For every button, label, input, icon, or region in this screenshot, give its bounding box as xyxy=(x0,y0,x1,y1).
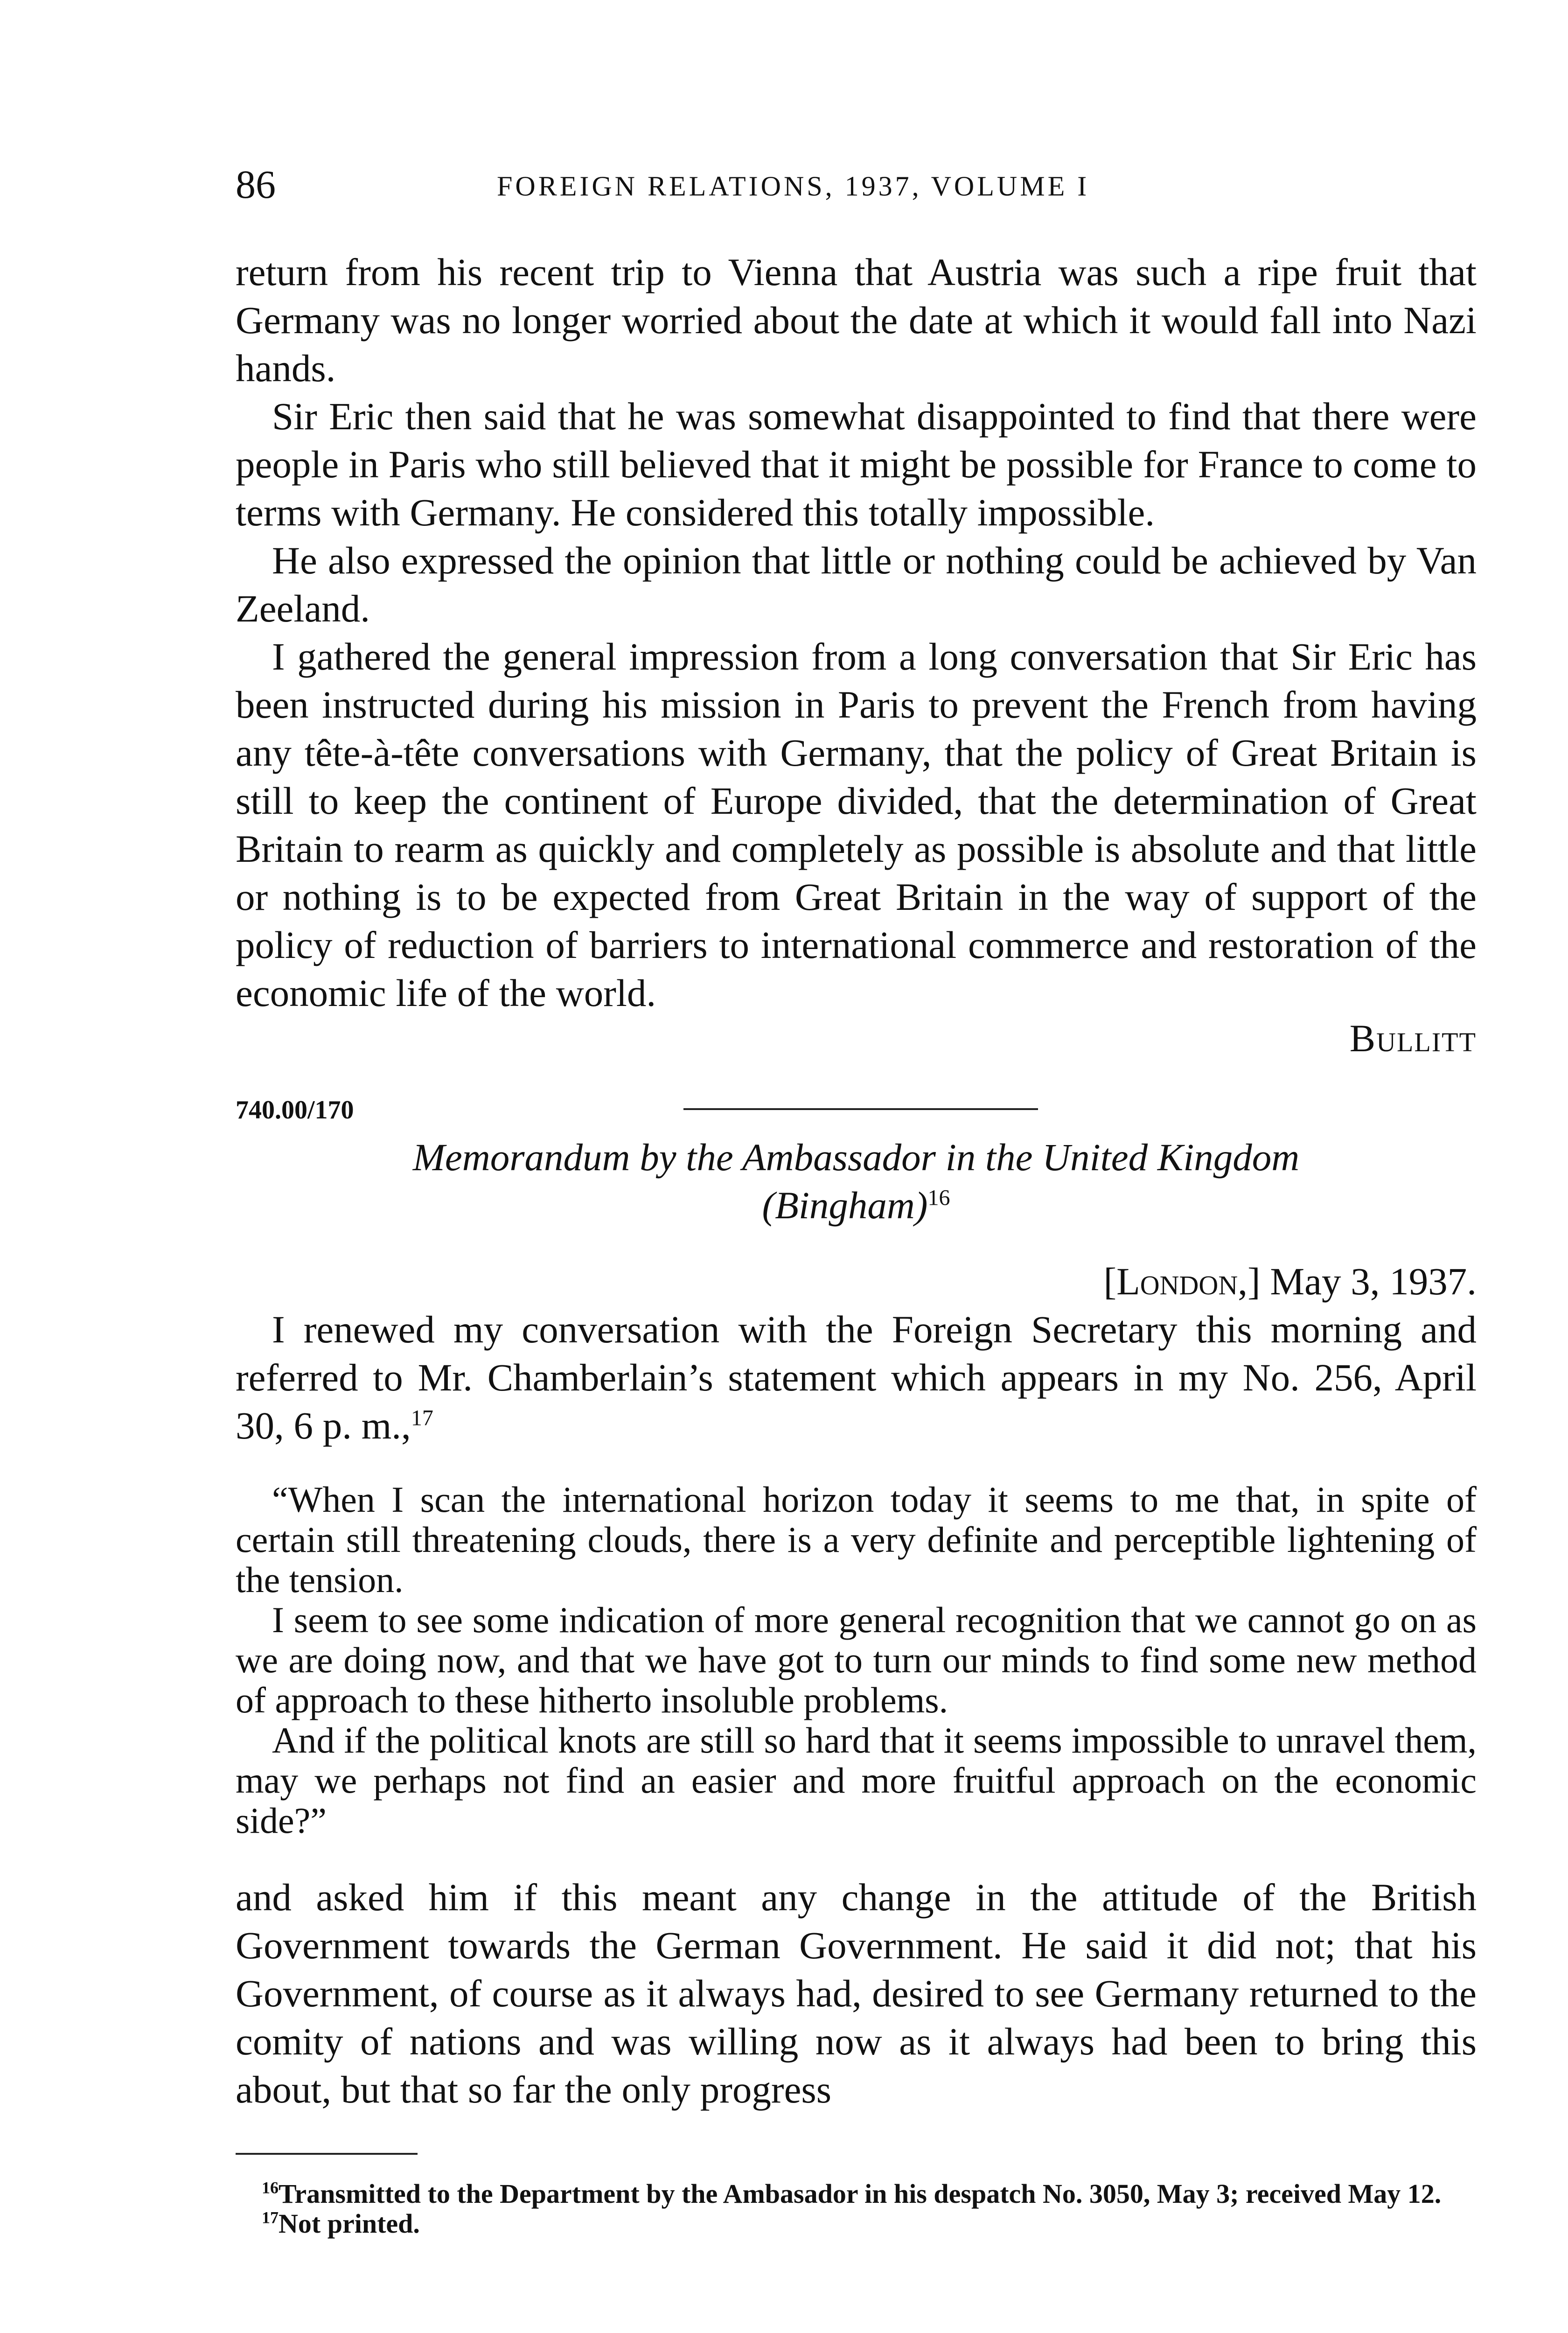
memo-text xyxy=(236,1306,1477,1450)
memo-text-continued xyxy=(236,1873,1477,2114)
memo-paragraph-2: and asked him if this meant any change in the attitude of the British Government towards the German Government. He said it did not; that his Government, of course as it always had, desired to see Germany returned to the comity of nations and was willing now as it always had been to bring this about, but that so far the only progress xyxy=(236,1876,1477,2111)
footnote-ref-16: 16 xyxy=(927,1185,950,1210)
footnote-16 xyxy=(236,2179,1477,2209)
quotation xyxy=(236,1480,1477,1841)
footnote-17 xyxy=(236,2209,1477,2239)
footnote-16-text: Transmitted to the Department by the Ambasador in his despatch No. 3050, May 3; received May 12. xyxy=(279,2179,1442,2209)
memo-title-line-2 xyxy=(236,1181,1477,1229)
body-paragraph-1: return from his recent trip to Vienna that Austria was such a ripe fruit that Germany was no longer worried about the date at which it would fall into Nazi hands. xyxy=(236,251,1477,390)
file-number: 740.00/170 xyxy=(236,1096,354,1125)
memo-title-line-1: Memorandum by the Ambassador in the United Kingdom xyxy=(412,1136,1300,1179)
memo-paragraph-1-text: I renewed my conversation with the Foreign Secretary this morning and referred to Mr. Chamberlain’s statement which appears in my No. 256, April 30, 6 p. m., xyxy=(236,1308,1477,1447)
quote-paragraph-1: “When I scan the international horizon today it seems to me that, in spite of certain still threatening clouds, there is a very definite and perceptible lightening of the tension. xyxy=(236,1479,1477,1600)
running-head: FOREIGN RELATIONS, 1937, VOLUME I xyxy=(497,171,1090,202)
footnotes xyxy=(236,2179,1477,2239)
memo-title xyxy=(236,1133,1477,1229)
footnote-17-text: Not printed. xyxy=(279,2208,420,2239)
quote-paragraph-3: And if the political knots are still so hard that it seems impossible to unravel them, may we perhaps not find an easier and more fruitful approach on the economic side?” xyxy=(236,1720,1477,1841)
dateline xyxy=(236,1257,1477,1306)
footnote-divider xyxy=(236,2153,418,2155)
body-paragraph-2: Sir Eric then said that he was somewhat disappointed to find that there were people in Paris who still believed that it might be possible for France to come to terms with Germany. He considered this totally impossible. xyxy=(236,395,1477,534)
footnote-17-number: 17 xyxy=(262,2208,279,2227)
memo-title-author: (Bingham) xyxy=(762,1184,928,1227)
dateline-date: May 3, 1937. xyxy=(1260,1260,1477,1303)
signature: Bullitt xyxy=(1349,1017,1477,1060)
document-page xyxy=(236,159,1477,2239)
quote-paragraph-2: I seem to see some indication of more general recognition that we cannot go on as we are doing now, and that we have got to turn our minds to find some new method of approach to these hitherto insoluble problems. xyxy=(236,1600,1477,1720)
dateline-place: [London,] xyxy=(1103,1260,1261,1303)
body-text xyxy=(236,248,1477,1017)
footnote-16-number: 16 xyxy=(262,2178,279,2197)
body-paragraph-3: He also expressed the opinion that little or nothing could be achieved by Van Zeeland. xyxy=(236,539,1477,630)
page-number: 86 xyxy=(236,162,276,207)
footnote-ref-17: 17 xyxy=(411,1405,433,1431)
page-header xyxy=(236,159,1477,215)
body-paragraph-4: I gathered the general impression from a long conversation that Sir Eric has been instructed during his mission in Paris to prevent the French from having any tête-à-tête conversations with Germany, that the policy of Great Britain is still to keep the continent of Europe divided, that the determination of Great Britain to rearm as quickly and completely as possible is absolute and that little or nothing is to be expected from Great Britain in the way of support of the policy of reduction of barriers to international commerce and restoration of the economic life of the world. xyxy=(236,635,1477,1014)
memo-paragraph-1 xyxy=(236,1306,1477,1450)
